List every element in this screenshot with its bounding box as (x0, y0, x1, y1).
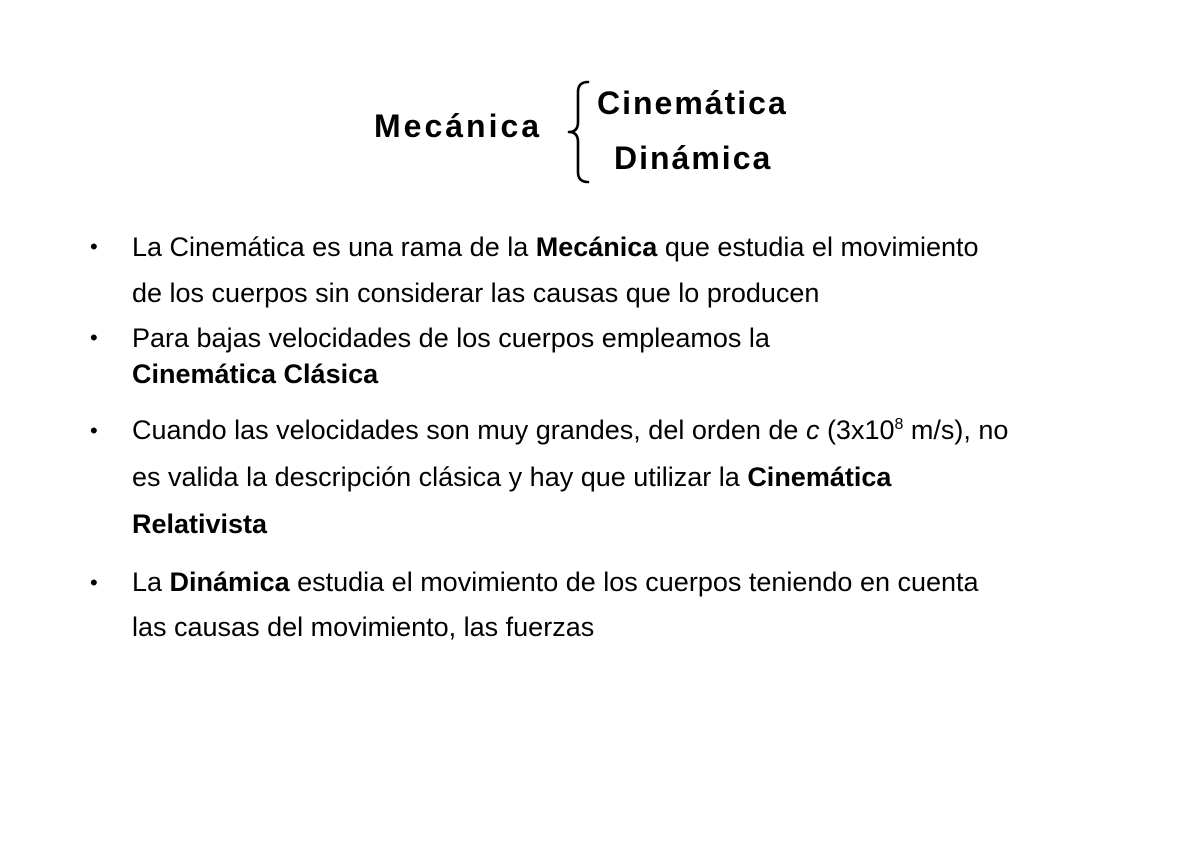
bullet-text (132, 224, 1132, 316)
bullet-line: Para bajas velocidades de los cuerpos empleamos la (132, 323, 770, 353)
text-run: que estudia el movimiento (657, 232, 979, 262)
bullet-line: de los cuerpos sin considerar las causas que lo producen (132, 278, 820, 308)
bullet-dot-icon: • (90, 325, 98, 350)
bullet-line (132, 501, 1132, 548)
bold-term: Cinemática (747, 462, 892, 492)
cinematica-branch-label: Cinemática (597, 85, 788, 121)
bullet-dot-icon: • (90, 570, 98, 595)
bullet-line (132, 356, 1132, 392)
bullet-line (132, 407, 1132, 454)
exponent: 8 (894, 416, 904, 433)
text-run: Cuando las velocidades son muy grandes, del orden de (132, 415, 806, 445)
bullet-line: las causas del movimiento, las fuerzas (132, 612, 595, 642)
mecanica-label: Mecánica (374, 108, 543, 144)
bullet-dot-icon: • (90, 234, 98, 259)
text-run: estudia el movimiento de los cuerpos teniendo en cuenta (289, 567, 979, 597)
bullet-text (132, 560, 1132, 650)
dinamica-branch-label: Dinámica (614, 140, 773, 176)
text-run: es valida la descripción clásica y hay que utilizar la (132, 462, 748, 492)
text-run: La Cinemática es una rama de la (132, 232, 536, 262)
bold-term: Cinemática Clásica (132, 359, 379, 389)
bullet-line (132, 224, 1132, 270)
text-run: (3x10 (819, 415, 895, 445)
speed-of-light-symbol: c (805, 415, 820, 445)
bullet-dot-icon: • (90, 418, 98, 443)
text-run: La (132, 567, 170, 597)
bullet-line (132, 454, 1132, 501)
bold-term: Relativista (132, 509, 268, 539)
bullet-line (132, 560, 1132, 605)
bullet-text (132, 407, 1132, 548)
bold-term: Dinámica (169, 567, 290, 597)
bold-term: Mecánica (535, 232, 658, 262)
bullet-text (132, 320, 1132, 392)
text-run: m/s), no (903, 415, 1009, 445)
